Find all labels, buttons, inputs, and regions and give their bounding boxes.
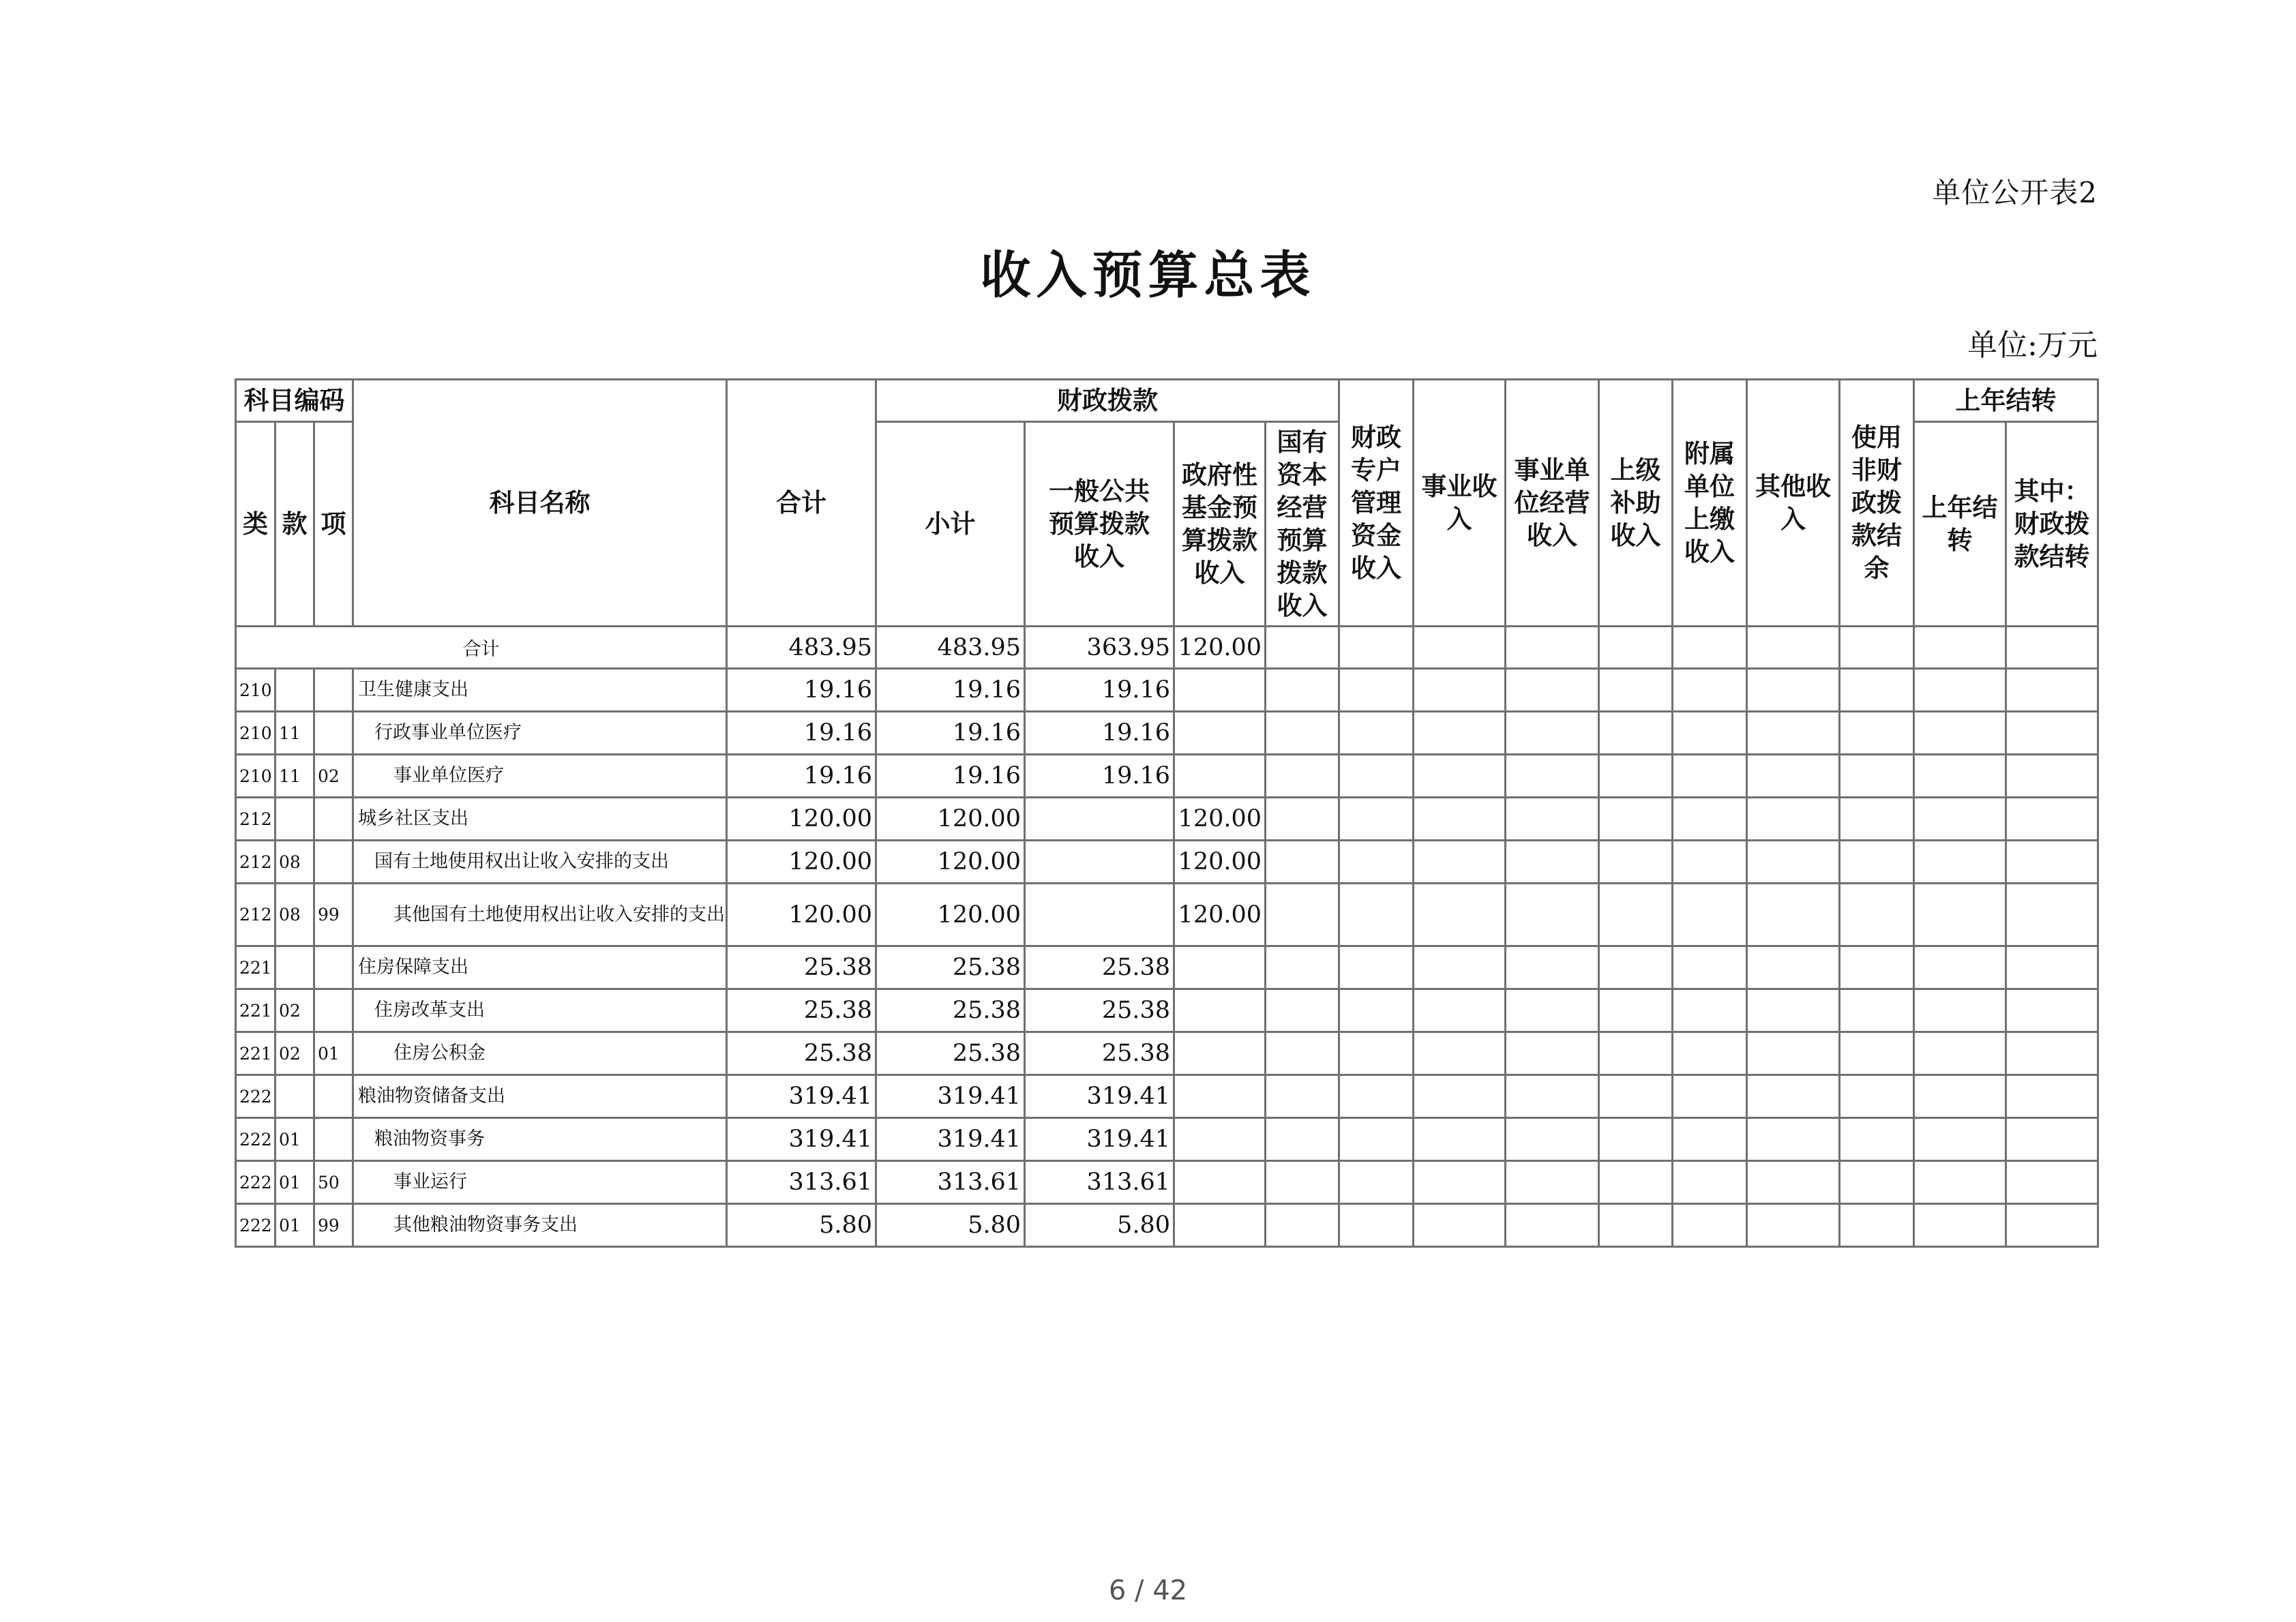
row-gov-fund bbox=[1174, 989, 1266, 1032]
header-lei: 类 bbox=[236, 422, 275, 627]
header-fiscal-group: 财政拨款 bbox=[876, 380, 1339, 422]
empty-cell bbox=[1673, 1161, 1747, 1204]
empty-cell bbox=[1747, 946, 1840, 989]
row-xiang bbox=[314, 798, 353, 841]
unit-label: 单位:万元 bbox=[1967, 328, 2098, 363]
empty-cell bbox=[2006, 946, 2098, 989]
empty-cell bbox=[1747, 712, 1840, 755]
empty-cell bbox=[1747, 755, 1840, 798]
empty-cell bbox=[1840, 669, 1914, 712]
empty-cell bbox=[1840, 1204, 1914, 1247]
empty-cell bbox=[2006, 989, 2098, 1032]
empty-cell bbox=[1840, 946, 1914, 989]
empty-cell bbox=[1506, 1075, 1599, 1118]
row-name: 其他粮油物资事务支出 bbox=[353, 1204, 727, 1247]
empty-cell bbox=[1266, 1118, 1339, 1161]
empty-cell bbox=[1599, 1204, 1673, 1247]
row-total: 19.16 bbox=[727, 755, 876, 798]
empty-cell bbox=[1414, 1032, 1506, 1075]
empty-cell bbox=[1673, 669, 1747, 712]
row-name: 粮油物资事务 bbox=[353, 1118, 727, 1161]
empty-cell bbox=[1506, 712, 1599, 755]
page-title: 收入预算总表 bbox=[980, 246, 1316, 305]
empty-cell bbox=[2006, 884, 2098, 946]
empty-cell bbox=[1914, 755, 2006, 798]
empty-cell bbox=[1840, 1161, 1914, 1204]
row-xiang bbox=[314, 669, 353, 712]
header-code-group: 科目编码 bbox=[236, 380, 353, 422]
header-general: 一般公共预算拨款收入 bbox=[1025, 422, 1174, 627]
row-subtotal: 19.16 bbox=[876, 755, 1025, 798]
empty-cell bbox=[1339, 1032, 1414, 1075]
page-indicator: 6 / 42 bbox=[1108, 1575, 1188, 1606]
row-subtotal: 5.80 bbox=[876, 1204, 1025, 1247]
row-name: 住房公积金 bbox=[353, 1032, 727, 1075]
row-gov-fund bbox=[1174, 712, 1266, 755]
empty-cell bbox=[1339, 989, 1414, 1032]
row-general bbox=[1025, 841, 1174, 884]
header-kuan: 款 bbox=[275, 422, 314, 627]
row-name: 住房改革支出 bbox=[353, 989, 727, 1032]
empty-cell bbox=[1339, 669, 1414, 712]
row-lei: 222 bbox=[236, 1075, 275, 1118]
empty-cell bbox=[1506, 946, 1599, 989]
row-name: 其他国有土地使用权出让收入安排的支出 bbox=[353, 884, 727, 946]
row-name: 住房保障支出 bbox=[353, 946, 727, 989]
empty-cell bbox=[2006, 798, 2098, 841]
empty-cell bbox=[1339, 1161, 1414, 1204]
row-total: 25.38 bbox=[727, 989, 876, 1032]
row-total: 319.41 bbox=[727, 1118, 876, 1161]
row-gov-fund bbox=[1174, 1204, 1266, 1247]
empty-cell bbox=[1266, 946, 1339, 989]
row-gov-fund bbox=[1174, 1161, 1266, 1204]
empty-cell bbox=[1840, 884, 1914, 946]
row-subtotal: 19.16 bbox=[876, 712, 1025, 755]
empty-cell bbox=[1840, 989, 1914, 1032]
row-total: 313.61 bbox=[727, 1161, 876, 1204]
row-total: 319.41 bbox=[727, 1075, 876, 1118]
empty-cell bbox=[1506, 798, 1599, 841]
empty-cell bbox=[1914, 1118, 2006, 1161]
header-superior-subsidy: 上级补助收入 bbox=[1599, 380, 1673, 627]
empty-cell bbox=[1599, 1118, 1673, 1161]
empty-cell bbox=[1414, 1161, 1506, 1204]
table-row bbox=[236, 989, 2098, 1032]
empty-cell bbox=[1599, 798, 1673, 841]
row-kuan bbox=[275, 669, 314, 712]
header-non-fiscal-balance: 使用非财政拨款结余 bbox=[1840, 380, 1914, 627]
empty-cell bbox=[1914, 1161, 2006, 1204]
header-subtotal: 小计 bbox=[876, 422, 1025, 627]
empty-cell bbox=[1673, 884, 1747, 946]
header-fiscal-carryover: 其中：财政拨款结转 bbox=[2006, 422, 2098, 627]
empty-cell bbox=[1339, 755, 1414, 798]
row-lei: 212 bbox=[236, 841, 275, 884]
empty-cell bbox=[1266, 884, 1339, 946]
empty-cell bbox=[1414, 755, 1506, 798]
row-total: 19.16 bbox=[727, 712, 876, 755]
empty-cell bbox=[1599, 712, 1673, 755]
empty-cell bbox=[1506, 884, 1599, 946]
empty-cell bbox=[1339, 841, 1414, 884]
row-kuan bbox=[275, 798, 314, 841]
empty-cell bbox=[1840, 1075, 1914, 1118]
empty-cell bbox=[1747, 1075, 1840, 1118]
empty-cell bbox=[1673, 712, 1747, 755]
row-kuan: 01 bbox=[275, 1204, 314, 1247]
empty-cell bbox=[1599, 841, 1673, 884]
row-kuan: 11 bbox=[275, 755, 314, 798]
empty-cell bbox=[1599, 884, 1673, 946]
row-gov-fund bbox=[1174, 1032, 1266, 1075]
row-kuan bbox=[275, 946, 314, 989]
empty-cell bbox=[2006, 712, 2098, 755]
empty-cell bbox=[1599, 1032, 1673, 1075]
empty-cell bbox=[1914, 884, 2006, 946]
empty-cell bbox=[1266, 1161, 1339, 1204]
empty-cell bbox=[1914, 669, 2006, 712]
empty-cell bbox=[1840, 755, 1914, 798]
table-row bbox=[236, 712, 2098, 755]
row-general: 5.80 bbox=[1025, 1204, 1174, 1247]
empty-cell bbox=[2006, 1204, 2098, 1247]
row-gov-fund: 120.00 bbox=[1174, 798, 1266, 841]
row-general: 25.38 bbox=[1025, 946, 1174, 989]
row-kuan: 01 bbox=[275, 1118, 314, 1161]
total-subtotal: 483.95 bbox=[876, 627, 1025, 669]
table-row bbox=[236, 1204, 2098, 1247]
empty-cell bbox=[1414, 1075, 1506, 1118]
row-general: 319.41 bbox=[1025, 1118, 1174, 1161]
row-name: 城乡社区支出 bbox=[353, 798, 727, 841]
row-subtotal: 120.00 bbox=[876, 884, 1025, 946]
header-total: 合计 bbox=[727, 380, 876, 627]
empty-cell bbox=[1914, 989, 2006, 1032]
empty-cell bbox=[1266, 1032, 1339, 1075]
empty-cell bbox=[1506, 841, 1599, 884]
empty-cell bbox=[1414, 1118, 1506, 1161]
row-general: 313.61 bbox=[1025, 1161, 1174, 1204]
row-gov-fund bbox=[1174, 1118, 1266, 1161]
empty-cell bbox=[1506, 1118, 1599, 1161]
row-xiang: 01 bbox=[314, 1032, 353, 1075]
row-lei: 222 bbox=[236, 1118, 275, 1161]
row-lei: 221 bbox=[236, 946, 275, 989]
row-gov-fund bbox=[1174, 946, 1266, 989]
row-subtotal: 25.38 bbox=[876, 1032, 1025, 1075]
empty-cell bbox=[1266, 712, 1339, 755]
empty-cell bbox=[1599, 1161, 1673, 1204]
empty-cell bbox=[1266, 841, 1339, 884]
row-xiang bbox=[314, 1118, 353, 1161]
header-carryover-group: 上年结转 bbox=[1914, 380, 2098, 422]
row-name: 事业运行 bbox=[353, 1161, 727, 1204]
row-xiang bbox=[314, 1075, 353, 1118]
empty-cell bbox=[2006, 841, 2098, 884]
row-general bbox=[1025, 884, 1174, 946]
empty-cell bbox=[1673, 1204, 1747, 1247]
table-row bbox=[236, 755, 2098, 798]
row-name: 事业单位医疗 bbox=[353, 755, 727, 798]
empty-cell bbox=[1414, 669, 1506, 712]
row-xiang: 99 bbox=[314, 884, 353, 946]
empty-cell bbox=[2006, 1032, 2098, 1075]
empty-cell bbox=[1673, 946, 1747, 989]
empty-cell bbox=[1673, 989, 1747, 1032]
empty-cell bbox=[1414, 841, 1506, 884]
row-xiang bbox=[314, 946, 353, 989]
empty-cell bbox=[1266, 1075, 1339, 1118]
row-kuan: 08 bbox=[275, 841, 314, 884]
table-row bbox=[236, 1075, 2098, 1118]
table-row bbox=[236, 798, 2098, 841]
empty-cell bbox=[2006, 755, 2098, 798]
row-general: 19.16 bbox=[1025, 712, 1174, 755]
empty-cell bbox=[1747, 989, 1840, 1032]
row-xiang: 50 bbox=[314, 1161, 353, 1204]
empty-cell bbox=[1747, 1118, 1840, 1161]
empty-cell bbox=[1747, 798, 1840, 841]
row-kuan: 02 bbox=[275, 1032, 314, 1075]
row-general: 319.41 bbox=[1025, 1075, 1174, 1118]
row-subtotal: 19.16 bbox=[876, 669, 1025, 712]
row-kuan bbox=[275, 1075, 314, 1118]
empty-cell bbox=[2006, 1118, 2098, 1161]
row-total: 120.00 bbox=[727, 884, 876, 946]
empty-cell bbox=[1673, 755, 1747, 798]
row-total: 120.00 bbox=[727, 798, 876, 841]
empty-cell bbox=[1506, 669, 1599, 712]
empty-cell bbox=[1914, 1032, 2006, 1075]
row-lei: 210 bbox=[236, 755, 275, 798]
empty-cell bbox=[1914, 946, 2006, 989]
empty-cell bbox=[1266, 755, 1339, 798]
empty-cell bbox=[1339, 946, 1414, 989]
row-total: 25.38 bbox=[727, 1032, 876, 1075]
row-xiang bbox=[314, 712, 353, 755]
row-subtotal: 25.38 bbox=[876, 946, 1025, 989]
table-row bbox=[236, 1118, 2098, 1161]
row-general: 25.38 bbox=[1025, 1032, 1174, 1075]
empty-cell bbox=[1339, 712, 1414, 755]
total-total: 483.95 bbox=[727, 627, 876, 669]
empty-cell bbox=[1339, 884, 1414, 946]
row-lei: 222 bbox=[236, 1161, 275, 1204]
header-affiliated: 附属单位上缴收入 bbox=[1673, 380, 1747, 627]
row-subtotal: 120.00 bbox=[876, 841, 1025, 884]
table-row bbox=[236, 884, 2098, 946]
row-gov-fund bbox=[1174, 755, 1266, 798]
empty-cell bbox=[2006, 1075, 2098, 1118]
row-lei: 212 bbox=[236, 884, 275, 946]
empty-cell bbox=[1339, 798, 1414, 841]
header-xiang: 项 bbox=[314, 422, 353, 627]
empty-cell bbox=[1414, 798, 1506, 841]
empty-cell bbox=[1339, 1118, 1414, 1161]
total-row bbox=[236, 627, 2098, 669]
row-name: 粮油物资储备支出 bbox=[353, 1075, 727, 1118]
empty-cell bbox=[1840, 841, 1914, 884]
row-subtotal: 319.41 bbox=[876, 1118, 1025, 1161]
header-gov-fund: 政府性基金预算拨款收入 bbox=[1174, 422, 1266, 627]
row-general: 19.16 bbox=[1025, 669, 1174, 712]
empty-cell bbox=[1747, 884, 1840, 946]
empty-cell bbox=[1266, 798, 1339, 841]
empty-cell bbox=[1840, 798, 1914, 841]
row-total: 25.38 bbox=[727, 946, 876, 989]
row-lei: 221 bbox=[236, 1032, 275, 1075]
table-row bbox=[236, 841, 2098, 884]
total-gov-fund: 120.00 bbox=[1174, 627, 1266, 669]
header-name: 科目名称 bbox=[353, 380, 727, 627]
row-kuan: 01 bbox=[275, 1161, 314, 1204]
table-row bbox=[236, 1161, 2098, 1204]
empty-cell bbox=[1414, 1204, 1506, 1247]
empty-cell bbox=[1673, 1075, 1747, 1118]
empty-cell bbox=[1914, 712, 2006, 755]
empty-cell bbox=[1599, 946, 1673, 989]
table-row bbox=[236, 669, 2098, 712]
empty-cell bbox=[1914, 841, 2006, 884]
row-kuan: 11 bbox=[275, 712, 314, 755]
empty-cell bbox=[1673, 1118, 1747, 1161]
empty-cell bbox=[1506, 989, 1599, 1032]
empty-cell bbox=[1339, 1075, 1414, 1118]
row-xiang bbox=[314, 841, 353, 884]
row-lei: 221 bbox=[236, 989, 275, 1032]
row-kuan: 02 bbox=[275, 989, 314, 1032]
empty-cell bbox=[1506, 1161, 1599, 1204]
header-carryover: 上年结转 bbox=[1914, 422, 2006, 627]
row-kuan: 08 bbox=[275, 884, 314, 946]
empty-cell bbox=[1339, 1204, 1414, 1247]
row-xiang: 99 bbox=[314, 1204, 353, 1247]
row-xiang: 02 bbox=[314, 755, 353, 798]
row-total: 5.80 bbox=[727, 1204, 876, 1247]
income-budget-table bbox=[235, 378, 2099, 1248]
row-gov-fund: 120.00 bbox=[1174, 841, 1266, 884]
row-gov-fund: 120.00 bbox=[1174, 884, 1266, 946]
table-row bbox=[236, 946, 2098, 989]
table-number-label: 单位公开表2 bbox=[1932, 176, 2098, 209]
empty-cell bbox=[1747, 841, 1840, 884]
row-gov-fund bbox=[1174, 1075, 1266, 1118]
row-total: 120.00 bbox=[727, 841, 876, 884]
header-state-capital: 国有资本经营预算拨款收入 bbox=[1266, 422, 1339, 627]
empty-cell bbox=[1414, 884, 1506, 946]
header-business-operation: 事业单位经营收入 bbox=[1506, 380, 1599, 627]
row-subtotal: 313.61 bbox=[876, 1161, 1025, 1204]
total-general: 363.95 bbox=[1025, 627, 1174, 669]
row-name: 行政事业单位医疗 bbox=[353, 712, 727, 755]
empty-cell bbox=[1747, 669, 1840, 712]
row-subtotal: 25.38 bbox=[876, 989, 1025, 1032]
empty-cell bbox=[1673, 798, 1747, 841]
empty-cell bbox=[1266, 1204, 1339, 1247]
row-lei: 222 bbox=[236, 1204, 275, 1247]
empty-cell bbox=[1914, 798, 2006, 841]
row-name: 卫生健康支出 bbox=[353, 669, 727, 712]
row-general: 19.16 bbox=[1025, 755, 1174, 798]
empty-cell bbox=[1414, 712, 1506, 755]
empty-cell bbox=[1414, 989, 1506, 1032]
empty-cell bbox=[1506, 1032, 1599, 1075]
empty-cell bbox=[1840, 1118, 1914, 1161]
empty-cell bbox=[1840, 1032, 1914, 1075]
empty-cell bbox=[1747, 1161, 1840, 1204]
empty-cell bbox=[1266, 989, 1339, 1032]
empty-cell bbox=[1840, 712, 1914, 755]
header-special-account: 财政专户管理资金收入 bbox=[1339, 380, 1414, 627]
empty-cell bbox=[1747, 1032, 1840, 1075]
empty-cell bbox=[1506, 1204, 1599, 1247]
empty-cell bbox=[1506, 755, 1599, 798]
empty-cell bbox=[1673, 841, 1747, 884]
empty-cell bbox=[1599, 755, 1673, 798]
empty-cell bbox=[1414, 946, 1506, 989]
row-general bbox=[1025, 798, 1174, 841]
empty-cell bbox=[1599, 989, 1673, 1032]
empty-cell bbox=[2006, 1161, 2098, 1204]
row-lei: 210 bbox=[236, 712, 275, 755]
empty-cell bbox=[1599, 1075, 1673, 1118]
header-business: 事业收入 bbox=[1414, 380, 1506, 627]
empty-cell bbox=[1266, 669, 1339, 712]
row-xiang bbox=[314, 989, 353, 1032]
row-subtotal: 319.41 bbox=[876, 1075, 1025, 1118]
row-name: 国有土地使用权出让收入安排的支出 bbox=[353, 841, 727, 884]
empty-cell bbox=[1914, 1075, 2006, 1118]
empty-cell bbox=[1599, 669, 1673, 712]
row-lei: 212 bbox=[236, 798, 275, 841]
row-total: 19.16 bbox=[727, 669, 876, 712]
total-label: 合计 bbox=[236, 627, 727, 669]
table-row bbox=[236, 1032, 2098, 1075]
empty-cell bbox=[1673, 1032, 1747, 1075]
row-subtotal: 120.00 bbox=[876, 798, 1025, 841]
row-lei: 210 bbox=[236, 669, 275, 712]
row-general: 25.38 bbox=[1025, 989, 1174, 1032]
empty-cell bbox=[2006, 669, 2098, 712]
empty-cell bbox=[1914, 1204, 2006, 1247]
row-gov-fund bbox=[1174, 669, 1266, 712]
empty-cell bbox=[1747, 1204, 1840, 1247]
header-other: 其他收入 bbox=[1747, 380, 1840, 627]
